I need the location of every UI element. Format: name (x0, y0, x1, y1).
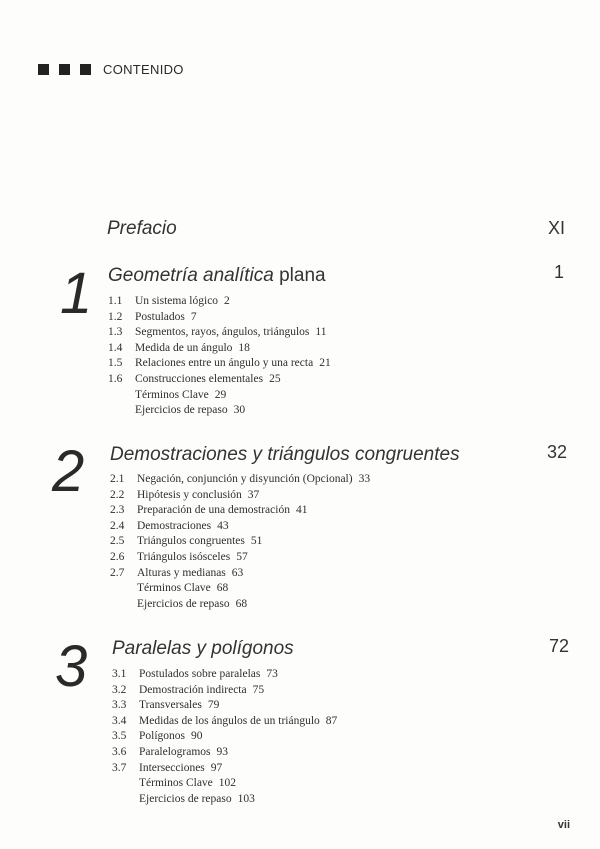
chapter-title (108, 265, 326, 287)
section-list (108, 294, 331, 419)
key-terms-item: Términos Clave 68 (137, 582, 229, 595)
review-exercises-item: Ejercicios de repaso 68 (137, 597, 248, 610)
chapter-page: 1 (553, 262, 564, 282)
chapter-title-italic: Demostraciones y triángulos congruentes (110, 444, 460, 465)
key-terms-item: Términos Clave 102 (139, 777, 237, 790)
section-item: 2.4 Demostraciones 43 (110, 519, 229, 532)
section-item: 3.4 Medidas de los ángulos de un triángulo 87 (112, 714, 338, 727)
section-list (112, 667, 337, 807)
review-exercises-item: Ejercicios de repaso 103 (139, 792, 255, 805)
page-number: vii (557, 819, 570, 831)
section-item: 3.2 Demostración indirecta 75 (112, 683, 265, 696)
chapter-number: 2 (52, 439, 85, 504)
section-item: 2.5 Triángulos congruentes 51 (110, 535, 263, 548)
square-bullet-icon (59, 64, 70, 75)
review-exercises-item: Ejercicios de repaso 30 (135, 404, 246, 417)
section-item: 2.7 Alturas y medianas 63 (110, 566, 244, 579)
preface-title: Prefacio (107, 218, 177, 239)
chapter-title-italic: Paralelas y polígonos (112, 638, 294, 659)
section-list (110, 472, 370, 612)
section-item: 3.6 Paralelogramos 93 (112, 745, 229, 758)
chapter-title-italic: Geometría analítica (108, 265, 274, 286)
preface-page: XI (547, 218, 565, 238)
section-item: 3.5 Polígonos 90 (112, 730, 203, 743)
section-item: 1.3 Segmentos, rayos, ángulos, triángulos 11 (108, 326, 327, 339)
square-bullet-icon (38, 64, 49, 75)
section-item: 2.2 Hipótesis y conclusión 37 (110, 488, 260, 501)
section-item: 3.3 Transversales 79 (112, 699, 220, 712)
section-item: 2.1 Negación, conjunción y disyunción (Opcional) 33 (110, 473, 371, 485)
chapter-page: 72 (548, 636, 569, 656)
toc-header (38, 62, 184, 77)
chapter-page: 32 (546, 442, 567, 462)
section-item: 3.1 Postulados sobre paralelas 73 (112, 668, 278, 680)
section-item: 1.4 Medida de un ángulo 18 (108, 341, 250, 354)
square-bullet-icon (80, 64, 91, 75)
chapter-number: 1 (60, 261, 93, 326)
section-item: 1.1 Un sistema lógico 2 (108, 295, 230, 307)
section-item: 1.5 Relaciones entre un ángulo y una recta 21 (108, 357, 331, 370)
chapter-number: 3 (55, 634, 88, 699)
chapter-title (110, 444, 460, 466)
chapter-title (112, 638, 294, 660)
key-terms-item: Términos Clave 29 (135, 388, 227, 401)
section-item: 1.6 Construcciones elementales 25 (108, 372, 281, 385)
section-item: 1.2 Postulados 7 (108, 310, 197, 323)
section-item: 2.6 Triángulos isósceles 57 (110, 550, 248, 563)
chapter-title-rest: plana (273, 265, 326, 286)
header-label: CONTENIDO (103, 62, 184, 77)
section-item: 3.7 Intersecciones 97 (112, 761, 223, 774)
section-item: 2.3 Preparación de una demostración 41 (110, 504, 308, 517)
